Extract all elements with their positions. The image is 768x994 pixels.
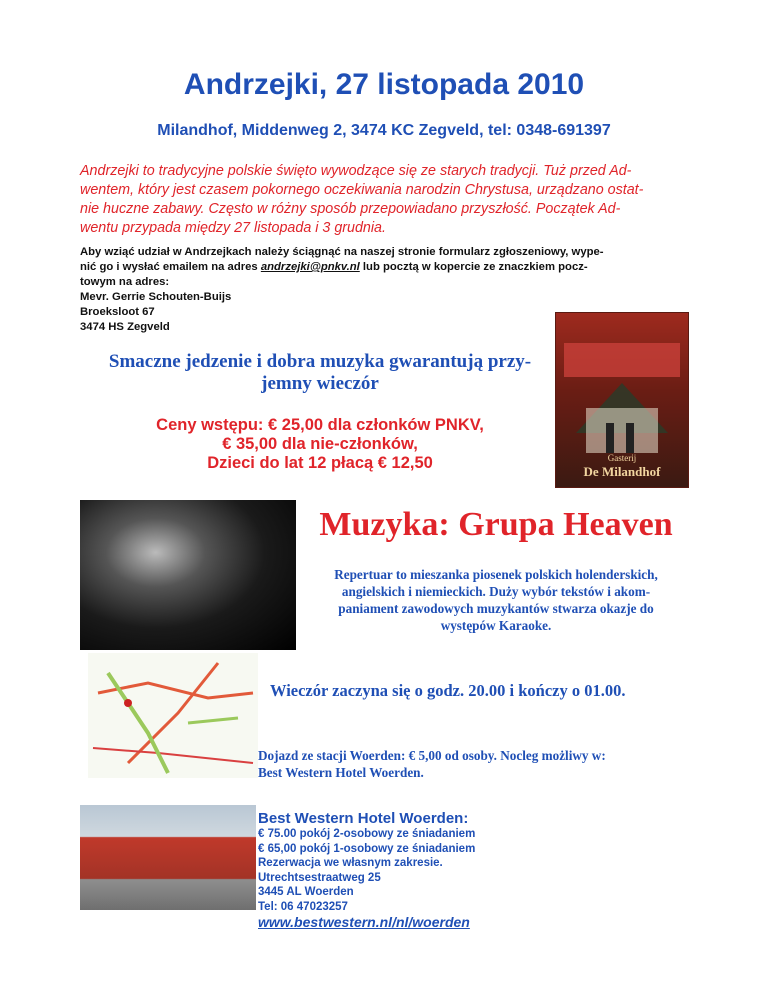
venue-poster-image (556, 313, 688, 487)
venue-address: Milandhof, Middenweg 2, 3474 KC Zegveld, tel: 0348-691397 (157, 122, 611, 139)
hotel-info (258, 810, 698, 930)
registration-line: Aby wziąć udział w Andrzejkach należy ściągnąć na naszej stronie formularz zgłoszeniowy, wype- (80, 246, 604, 258)
registration-text: lub pocztą w kopercie ze znaczkiem pocz- (359, 261, 588, 273)
price-line: € 35,00 dla nie-członków, (222, 435, 418, 453)
hotel-price-single: € 65,00 pokój 1-osobowy ze śniadaniem (258, 842, 476, 855)
entry-prices (80, 416, 560, 473)
tagline (80, 351, 560, 395)
hotel-note: Rezerwacja we własnym zakresie. (258, 857, 443, 869)
hotel-phone: Tel: 06 47023257 (258, 900, 348, 913)
band-photo (80, 500, 296, 650)
route-map (88, 653, 258, 778)
hotel-city: 3445 AL Woerden (258, 886, 354, 898)
contact-street: Broeksloot 67 (80, 306, 155, 318)
music-line: występów Karaoke. (440, 618, 552, 633)
intro-line: wentem, który jest czasem pokornego oczekiwania narodzin Chrystusa, urządzano ostat- (80, 182, 644, 198)
music-description (296, 566, 696, 634)
poster-title: De Milandhof (583, 464, 661, 479)
intro-paragraph (80, 162, 690, 238)
hotel-street: Utrechtsestraatweg 25 (258, 871, 381, 884)
hotel-website-link[interactable]: www.bestwestern.nl/nl/woerden (258, 914, 470, 930)
registration-line: towym na adres: (80, 276, 170, 288)
tagline-line: jemny wieczór (261, 373, 379, 394)
registration-line (80, 260, 690, 275)
poster-subtitle: Gasterij (607, 453, 637, 463)
music-line: Repertuar to mieszanka piosenek polskich holenderskich, (334, 567, 658, 582)
intro-line: nie huczne zabawy. Często w różny sposób przepowiadano przyszłość. Początek Ad- (80, 201, 621, 217)
contact-name: Mevr. Gerrie Schouten-Buijs (80, 291, 232, 303)
route-map-graphic (88, 653, 258, 778)
hotel-price-double: € 75.00 pokój 2-osobowy ze śniadaniem (258, 828, 476, 840)
event-schedule: Wieczór zaczyna się o godz. 20.00 i kończy o 01.00. (270, 681, 626, 700)
music-line: paniament zawodowych muzykantów stwarza okazje do (338, 601, 654, 616)
email-link[interactable]: andrzejki@pnkv.nl (260, 261, 360, 273)
hotel-name: Best Western Hotel Woerden: (258, 810, 469, 827)
transport-info (258, 747, 698, 781)
tagline-line: Smaczne jedzenie i dobra muzyka gwarantują przy- (108, 351, 532, 372)
music-line: angielskich i niemieckich. Duży wybór tekstów i akom- (341, 584, 651, 599)
transport-line: Best Western Hotel Woerden. (258, 765, 424, 780)
price-line: Ceny wstępu: € 25,00 dla członków PNKV, (156, 416, 484, 434)
price-line: Dzieci do lat 12 płacą € 12,50 (207, 454, 433, 472)
intro-line: wentu przypada między 27 listopada i 3 grudnia. (80, 220, 386, 236)
page-title: Andrzejki, 27 listopada 2010 (183, 68, 585, 101)
intro-line: Andrzejki to tradycyjne polskie święto wywodzące się ze starych tradycji. Tuż przed Ad- (80, 163, 632, 179)
transport-line: Dojazd ze stacji Woerden: € 5,00 od osoby. Nocleg możliwy w: (258, 748, 606, 763)
registration-text: nić go i wysłać emailem na adres (80, 261, 261, 273)
contact-city: 3474 HS Zegveld (80, 321, 170, 333)
music-heading: Muzyka: Grupa Heaven (319, 506, 673, 543)
hotel-photo (80, 805, 256, 910)
